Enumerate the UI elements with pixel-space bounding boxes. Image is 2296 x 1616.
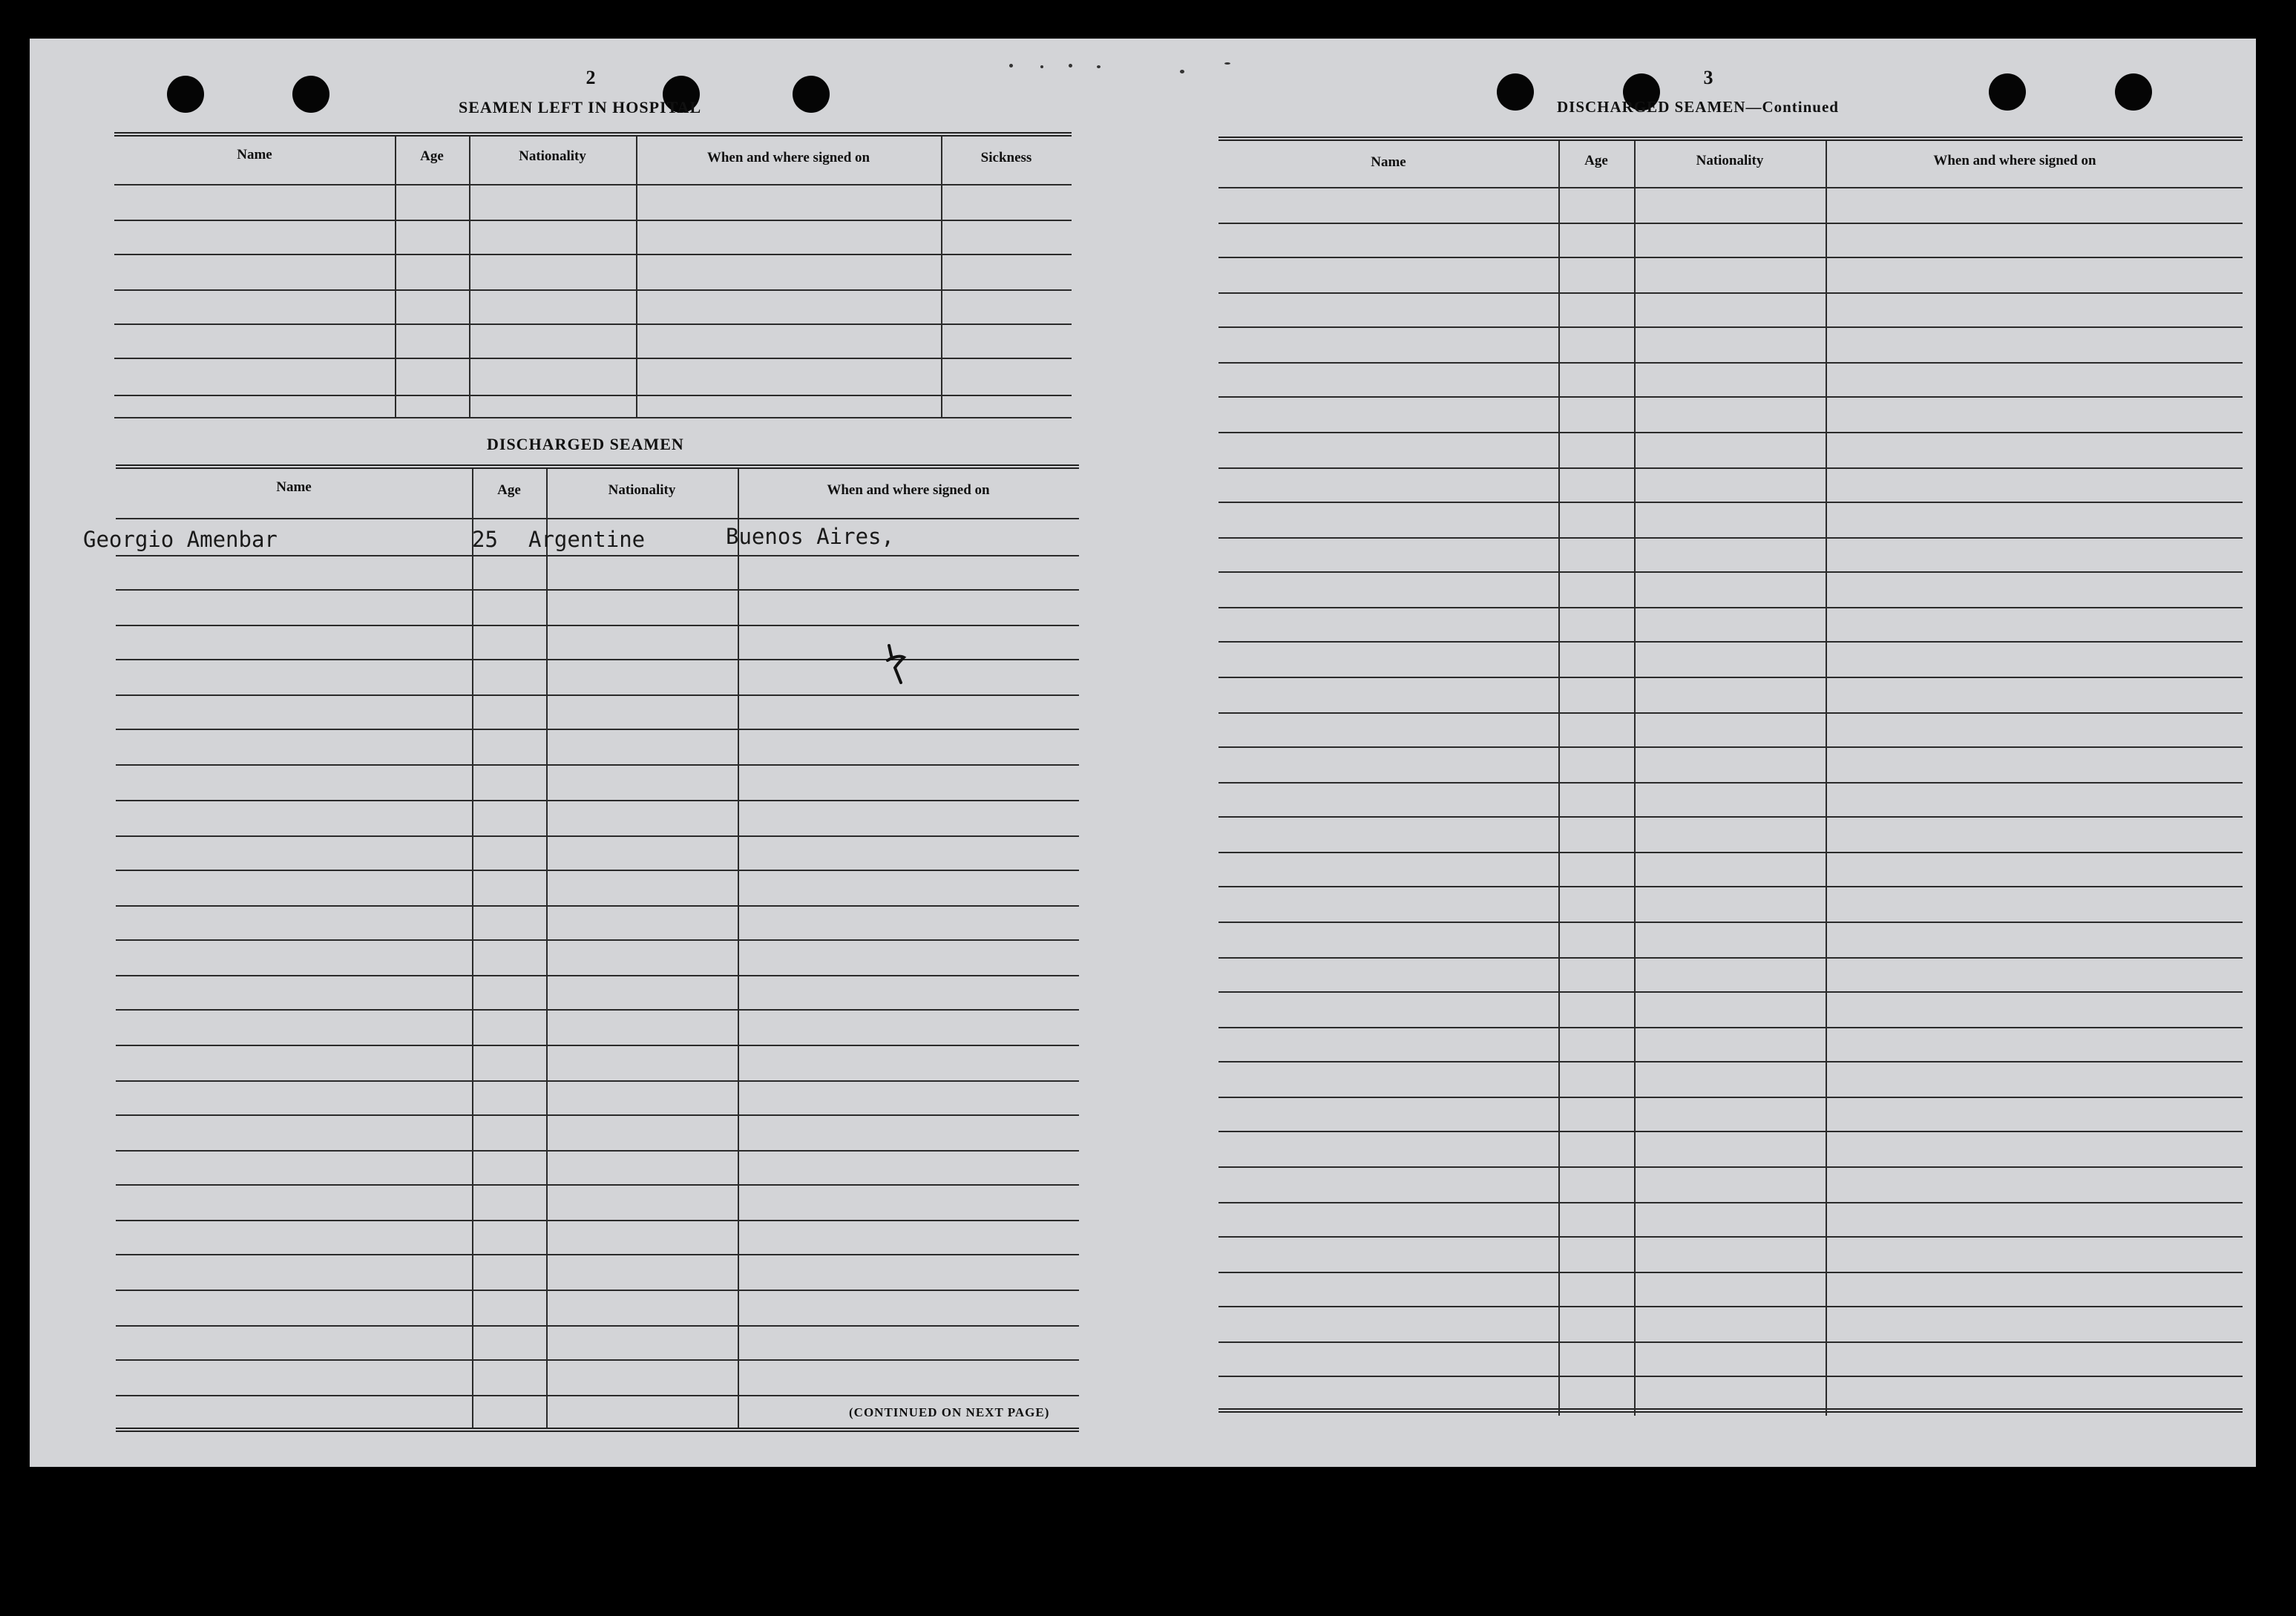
punch-hole [167, 76, 204, 113]
seaman-signed-on: Buenos Aires, [726, 524, 894, 549]
ink-speck [1224, 62, 1230, 65]
column-header-sickness: Sickness [980, 150, 1032, 165]
column-header-signed-on: When and where signed on [706, 150, 870, 165]
ink-speck [1040, 65, 1043, 68]
ink-speck [1097, 65, 1101, 68]
discharged-continued-title: DISCHARGED SEAMEN—Continued [1557, 98, 1839, 116]
column-header-name: Name [237, 147, 272, 162]
ink-speck [1180, 70, 1184, 73]
discharged-table-left [116, 464, 1079, 1438]
column-header-name: Name [1371, 154, 1406, 170]
discharged-table-right [1218, 137, 2243, 1436]
punch-hole [292, 76, 329, 113]
hospital-table [114, 132, 1072, 460]
ink-speck [1009, 64, 1013, 68]
column-header-signed-on: When and where signed on [827, 482, 990, 498]
seaman-age: 25 [472, 527, 498, 552]
column-header-signed-on: When and where signed on [1933, 153, 2096, 168]
column-header-nationality: Nationality [608, 482, 676, 498]
column-header-age: Age [1584, 153, 1608, 168]
column-header-name: Name [276, 479, 312, 495]
page-number-left: 2 [586, 67, 596, 88]
seaman-name: Georgio Amenbar [83, 527, 278, 552]
column-header-nationality: Nationality [1696, 153, 1764, 168]
column-header-age: Age [420, 148, 444, 164]
hospital-section-title: SEAMEN LEFT IN HOSPITAL [459, 98, 702, 116]
column-header-age: Age [497, 482, 521, 498]
continued-footer: (CONTINUED ON NEXT PAGE) [849, 1405, 1050, 1419]
ink-speck [1069, 64, 1072, 68]
seaman-nationality: Argentine [528, 527, 646, 552]
handwritten-mark [876, 638, 920, 690]
discharged-section-title: DISCHARGED SEAMEN [487, 435, 684, 453]
column-header-nationality: Nationality [519, 148, 586, 164]
punch-hole [1497, 73, 1534, 111]
punch-hole [793, 76, 830, 113]
punch-hole [1989, 73, 2026, 111]
punch-hole [2115, 73, 2152, 111]
page-number-right: 3 [1703, 67, 1713, 88]
form-sheet [30, 39, 2256, 1467]
